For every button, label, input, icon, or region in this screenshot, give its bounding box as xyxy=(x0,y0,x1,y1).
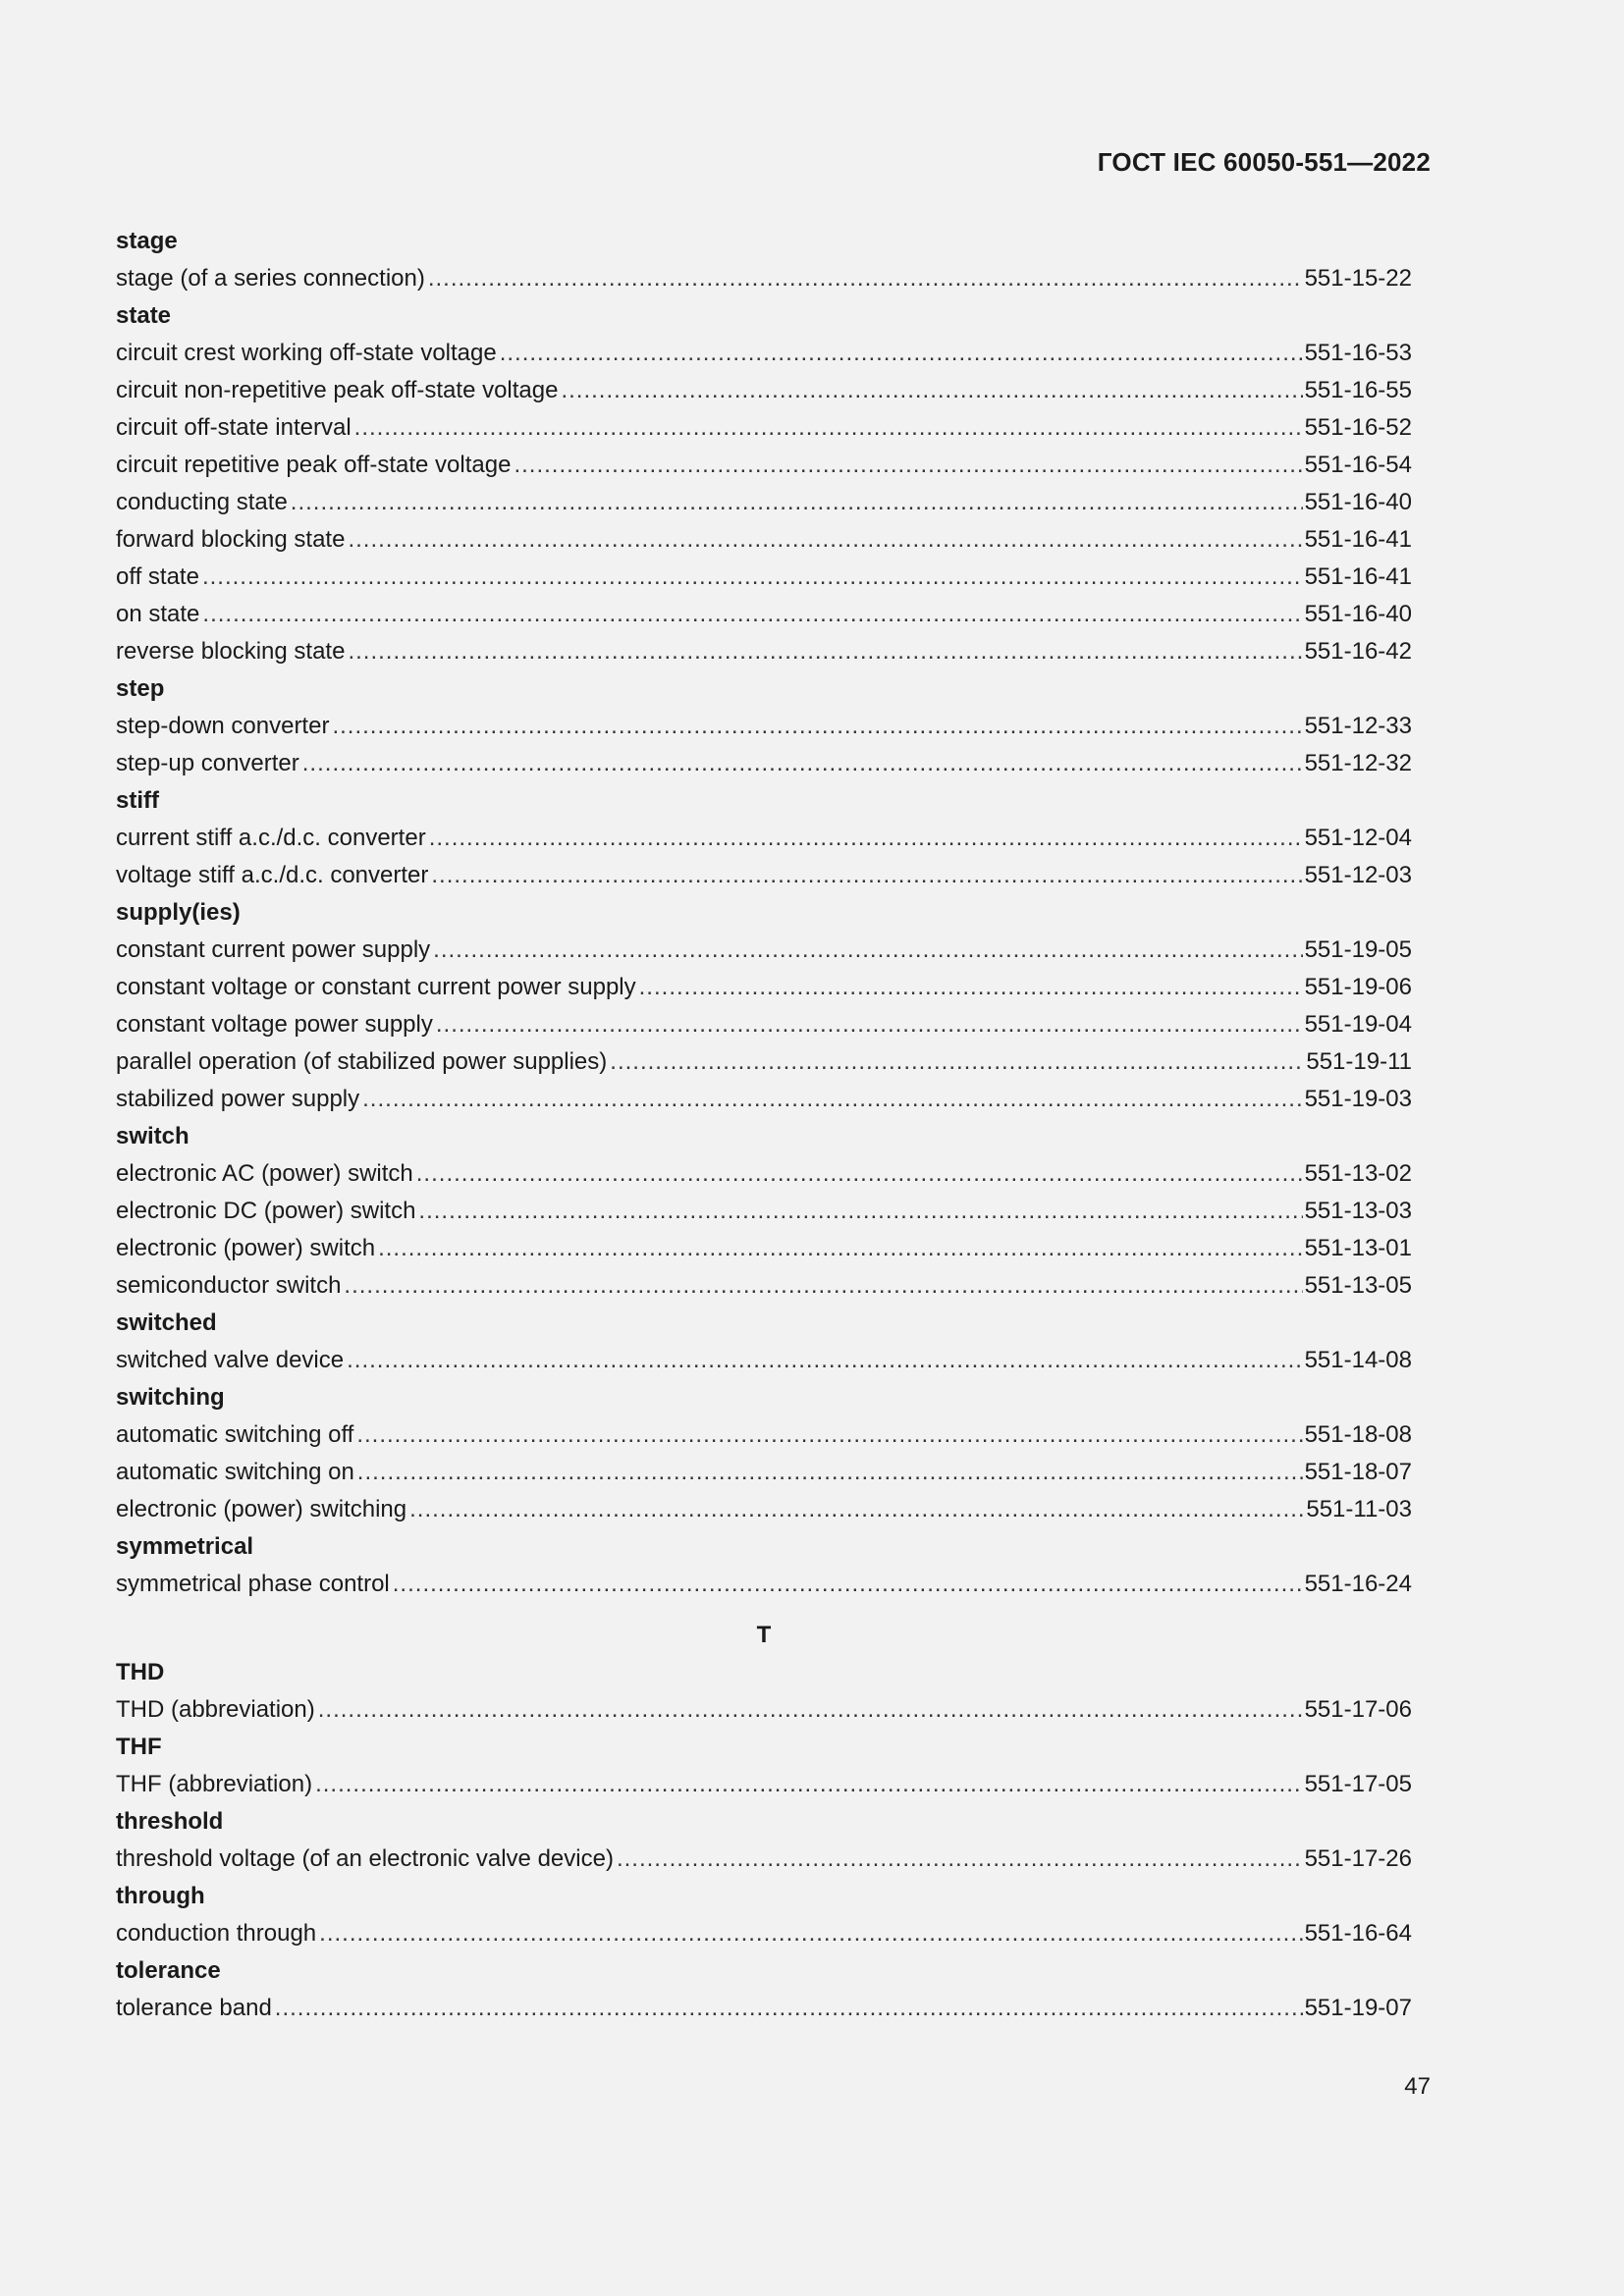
dot-leader xyxy=(500,335,1303,372)
dot-leader xyxy=(332,708,1302,745)
entry-term: symmetrical phase control xyxy=(116,1571,390,1597)
dot-leader xyxy=(431,857,1302,894)
entry-term: circuit non-repetitive peak off-state voltage xyxy=(116,377,559,403)
dot-leader xyxy=(202,559,1303,596)
index-heading: stage xyxy=(116,228,178,254)
index-entry xyxy=(116,372,1412,409)
entry-term: electronic (power) switch xyxy=(116,1235,376,1261)
index-entry xyxy=(116,260,1412,297)
dot-leader xyxy=(409,1491,1304,1528)
entry-code: 551-12-03 xyxy=(1304,862,1412,888)
dot-leader xyxy=(318,1691,1303,1729)
dot-leader xyxy=(344,1267,1302,1305)
entry-term: tolerance band xyxy=(116,1995,272,2021)
index-entry xyxy=(116,1193,1412,1230)
index-heading: stiff xyxy=(116,787,159,814)
dot-leader xyxy=(418,1193,1302,1230)
index-entry xyxy=(116,857,1412,894)
entry-term: constant voltage or constant current power supply xyxy=(116,974,636,1000)
entry-code: 551-13-01 xyxy=(1304,1235,1412,1261)
index-heading: step xyxy=(116,675,165,702)
dot-leader xyxy=(617,1841,1303,1878)
dot-leader xyxy=(416,1155,1303,1193)
entry-code: 551-19-04 xyxy=(1304,1011,1412,1038)
index-entry xyxy=(116,708,1412,745)
index-entry xyxy=(116,1081,1412,1118)
index-entry xyxy=(116,1342,1412,1379)
entry-code: 551-16-41 xyxy=(1304,563,1412,590)
dot-leader xyxy=(433,932,1302,969)
entry-term: threshold voltage (of an electronic valve device) xyxy=(116,1845,614,1872)
index-entry xyxy=(116,969,1412,1006)
entry-code: 551-19-06 xyxy=(1304,974,1412,1000)
index-heading: supply(ies) xyxy=(116,899,241,926)
entry-code: 551-16-64 xyxy=(1304,1920,1412,1947)
entry-term: circuit crest working off-state voltage xyxy=(116,340,497,366)
dot-leader xyxy=(393,1566,1303,1603)
index-entry xyxy=(116,409,1412,447)
dot-leader xyxy=(319,1915,1302,1952)
index-entry xyxy=(116,559,1412,596)
dot-leader xyxy=(302,745,1303,782)
index-entry xyxy=(116,1990,1412,2027)
index-heading: state xyxy=(116,302,172,329)
entry-term: voltage stiff a.c./d.c. converter xyxy=(116,862,429,888)
dot-leader xyxy=(639,969,1303,1006)
term-index xyxy=(116,223,1412,2027)
dot-leader xyxy=(202,596,1302,633)
index-entry xyxy=(116,484,1412,521)
dot-leader xyxy=(429,820,1303,857)
entry-code: 551-16-54 xyxy=(1304,452,1412,478)
dot-leader xyxy=(428,260,1303,297)
dot-leader xyxy=(354,409,1303,447)
entry-term: circuit off-state interval xyxy=(116,414,352,441)
dot-leader xyxy=(610,1043,1304,1081)
entry-term: switched valve device xyxy=(116,1347,345,1373)
entry-code: 551-16-55 xyxy=(1304,377,1412,403)
index-entry xyxy=(116,1416,1412,1454)
index-entry xyxy=(116,820,1412,857)
entry-code: 551-17-06 xyxy=(1304,1696,1412,1723)
index-entry xyxy=(116,633,1412,670)
entry-code: 551-12-33 xyxy=(1304,713,1412,739)
entry-code: 551-12-04 xyxy=(1304,825,1412,851)
entry-code: 551-16-42 xyxy=(1304,638,1412,665)
dot-leader xyxy=(378,1230,1302,1267)
index-entry xyxy=(116,1491,1412,1528)
dot-leader xyxy=(347,1342,1302,1379)
index-entry xyxy=(116,1841,1412,1878)
entry-code: 551-13-02 xyxy=(1304,1160,1412,1187)
index-entry xyxy=(116,1006,1412,1043)
entry-term: current stiff a.c./d.c. converter xyxy=(116,825,426,851)
entry-code: 551-16-40 xyxy=(1304,489,1412,515)
entry-term: circuit repetitive peak off-state voltage xyxy=(116,452,512,478)
entry-code: 551-18-07 xyxy=(1304,1459,1412,1485)
entry-term: semiconductor switch xyxy=(116,1272,342,1299)
entry-term: stage (of a series connection) xyxy=(116,265,425,292)
entry-term: conduction through xyxy=(116,1920,317,1947)
index-entry xyxy=(116,596,1412,633)
index-heading: threshold xyxy=(116,1808,224,1835)
entry-code: 551-14-08 xyxy=(1304,1347,1412,1373)
dot-leader xyxy=(275,1990,1303,2027)
entry-term: THF (abbreviation) xyxy=(116,1771,313,1797)
index-entry xyxy=(116,1766,1412,1803)
entry-term: conducting state xyxy=(116,489,288,515)
page-number: 47 xyxy=(1404,2073,1431,2100)
entry-code: 551-12-32 xyxy=(1304,750,1412,776)
entry-code: 551-13-03 xyxy=(1304,1198,1412,1224)
dot-leader xyxy=(561,372,1302,409)
entry-term: reverse blocking state xyxy=(116,638,346,665)
entry-code: 551-19-03 xyxy=(1304,1086,1412,1112)
entry-term: stabilized power supply xyxy=(116,1086,360,1112)
dot-leader xyxy=(356,1416,1302,1454)
index-heading: THF xyxy=(116,1734,162,1760)
index-entry xyxy=(116,1454,1412,1491)
entry-code: 551-17-05 xyxy=(1304,1771,1412,1797)
dot-leader xyxy=(514,447,1302,484)
entry-code: 551-13-05 xyxy=(1304,1272,1412,1299)
entry-code: 551-18-08 xyxy=(1304,1421,1412,1448)
section-letter: T xyxy=(756,1622,772,1648)
entry-term: electronic AC (power) switch xyxy=(116,1160,413,1187)
index-entry xyxy=(116,1691,1412,1729)
standard-header: ГОСТ IEC 60050-551—2022 xyxy=(1097,147,1431,177)
entry-code: 551-16-40 xyxy=(1304,601,1412,627)
entry-code: 551-16-24 xyxy=(1304,1571,1412,1597)
entry-term: constant current power supply xyxy=(116,936,431,963)
dot-leader xyxy=(362,1081,1302,1118)
index-entry xyxy=(116,1267,1412,1305)
entry-code: 551-16-53 xyxy=(1304,340,1412,366)
index-entry xyxy=(116,745,1412,782)
entry-code: 551-16-52 xyxy=(1304,414,1412,441)
entry-term: automatic switching off xyxy=(116,1421,354,1448)
dot-leader xyxy=(348,521,1302,559)
index-entry xyxy=(116,1915,1412,1952)
index-entry xyxy=(116,1230,1412,1267)
index-heading: switch xyxy=(116,1123,189,1149)
entry-term: parallel operation (of stabilized power supplies) xyxy=(116,1048,608,1075)
index-heading: through xyxy=(116,1883,205,1909)
index-entry xyxy=(116,1043,1412,1081)
entry-code: 551-19-11 xyxy=(1306,1048,1412,1075)
entry-code: 551-11-03 xyxy=(1306,1496,1412,1522)
index-heading: THD xyxy=(116,1659,165,1685)
index-heading: switched xyxy=(116,1309,217,1336)
index-entry xyxy=(116,447,1412,484)
entry-term: electronic DC (power) switch xyxy=(116,1198,416,1224)
entry-code: 551-15-22 xyxy=(1304,265,1412,292)
index-entry xyxy=(116,521,1412,559)
index-entry xyxy=(116,932,1412,969)
index-heading: tolerance xyxy=(116,1957,221,1984)
entry-term: step-down converter xyxy=(116,713,330,739)
entry-code: 551-19-05 xyxy=(1304,936,1412,963)
index-entry xyxy=(116,1155,1412,1193)
index-entry xyxy=(116,335,1412,372)
dot-leader xyxy=(436,1006,1303,1043)
index-heading: symmetrical xyxy=(116,1533,254,1560)
entry-code: 551-17-26 xyxy=(1304,1845,1412,1872)
dot-leader xyxy=(357,1454,1303,1491)
entry-term: forward blocking state xyxy=(116,526,346,553)
dot-leader xyxy=(348,633,1302,670)
index-heading: switching xyxy=(116,1384,225,1411)
index-entry xyxy=(116,1566,1412,1603)
entry-term: electronic (power) switching xyxy=(116,1496,407,1522)
entry-term: on state xyxy=(116,601,200,627)
entry-term: off state xyxy=(116,563,199,590)
entry-term: automatic switching on xyxy=(116,1459,354,1485)
dot-leader xyxy=(291,484,1303,521)
dot-leader xyxy=(315,1766,1303,1803)
entry-term: THD (abbreviation) xyxy=(116,1696,315,1723)
entry-code: 551-16-41 xyxy=(1304,526,1412,553)
entry-term: constant voltage power supply xyxy=(116,1011,433,1038)
entry-term: step-up converter xyxy=(116,750,299,776)
entry-code: 551-19-07 xyxy=(1304,1995,1412,2021)
